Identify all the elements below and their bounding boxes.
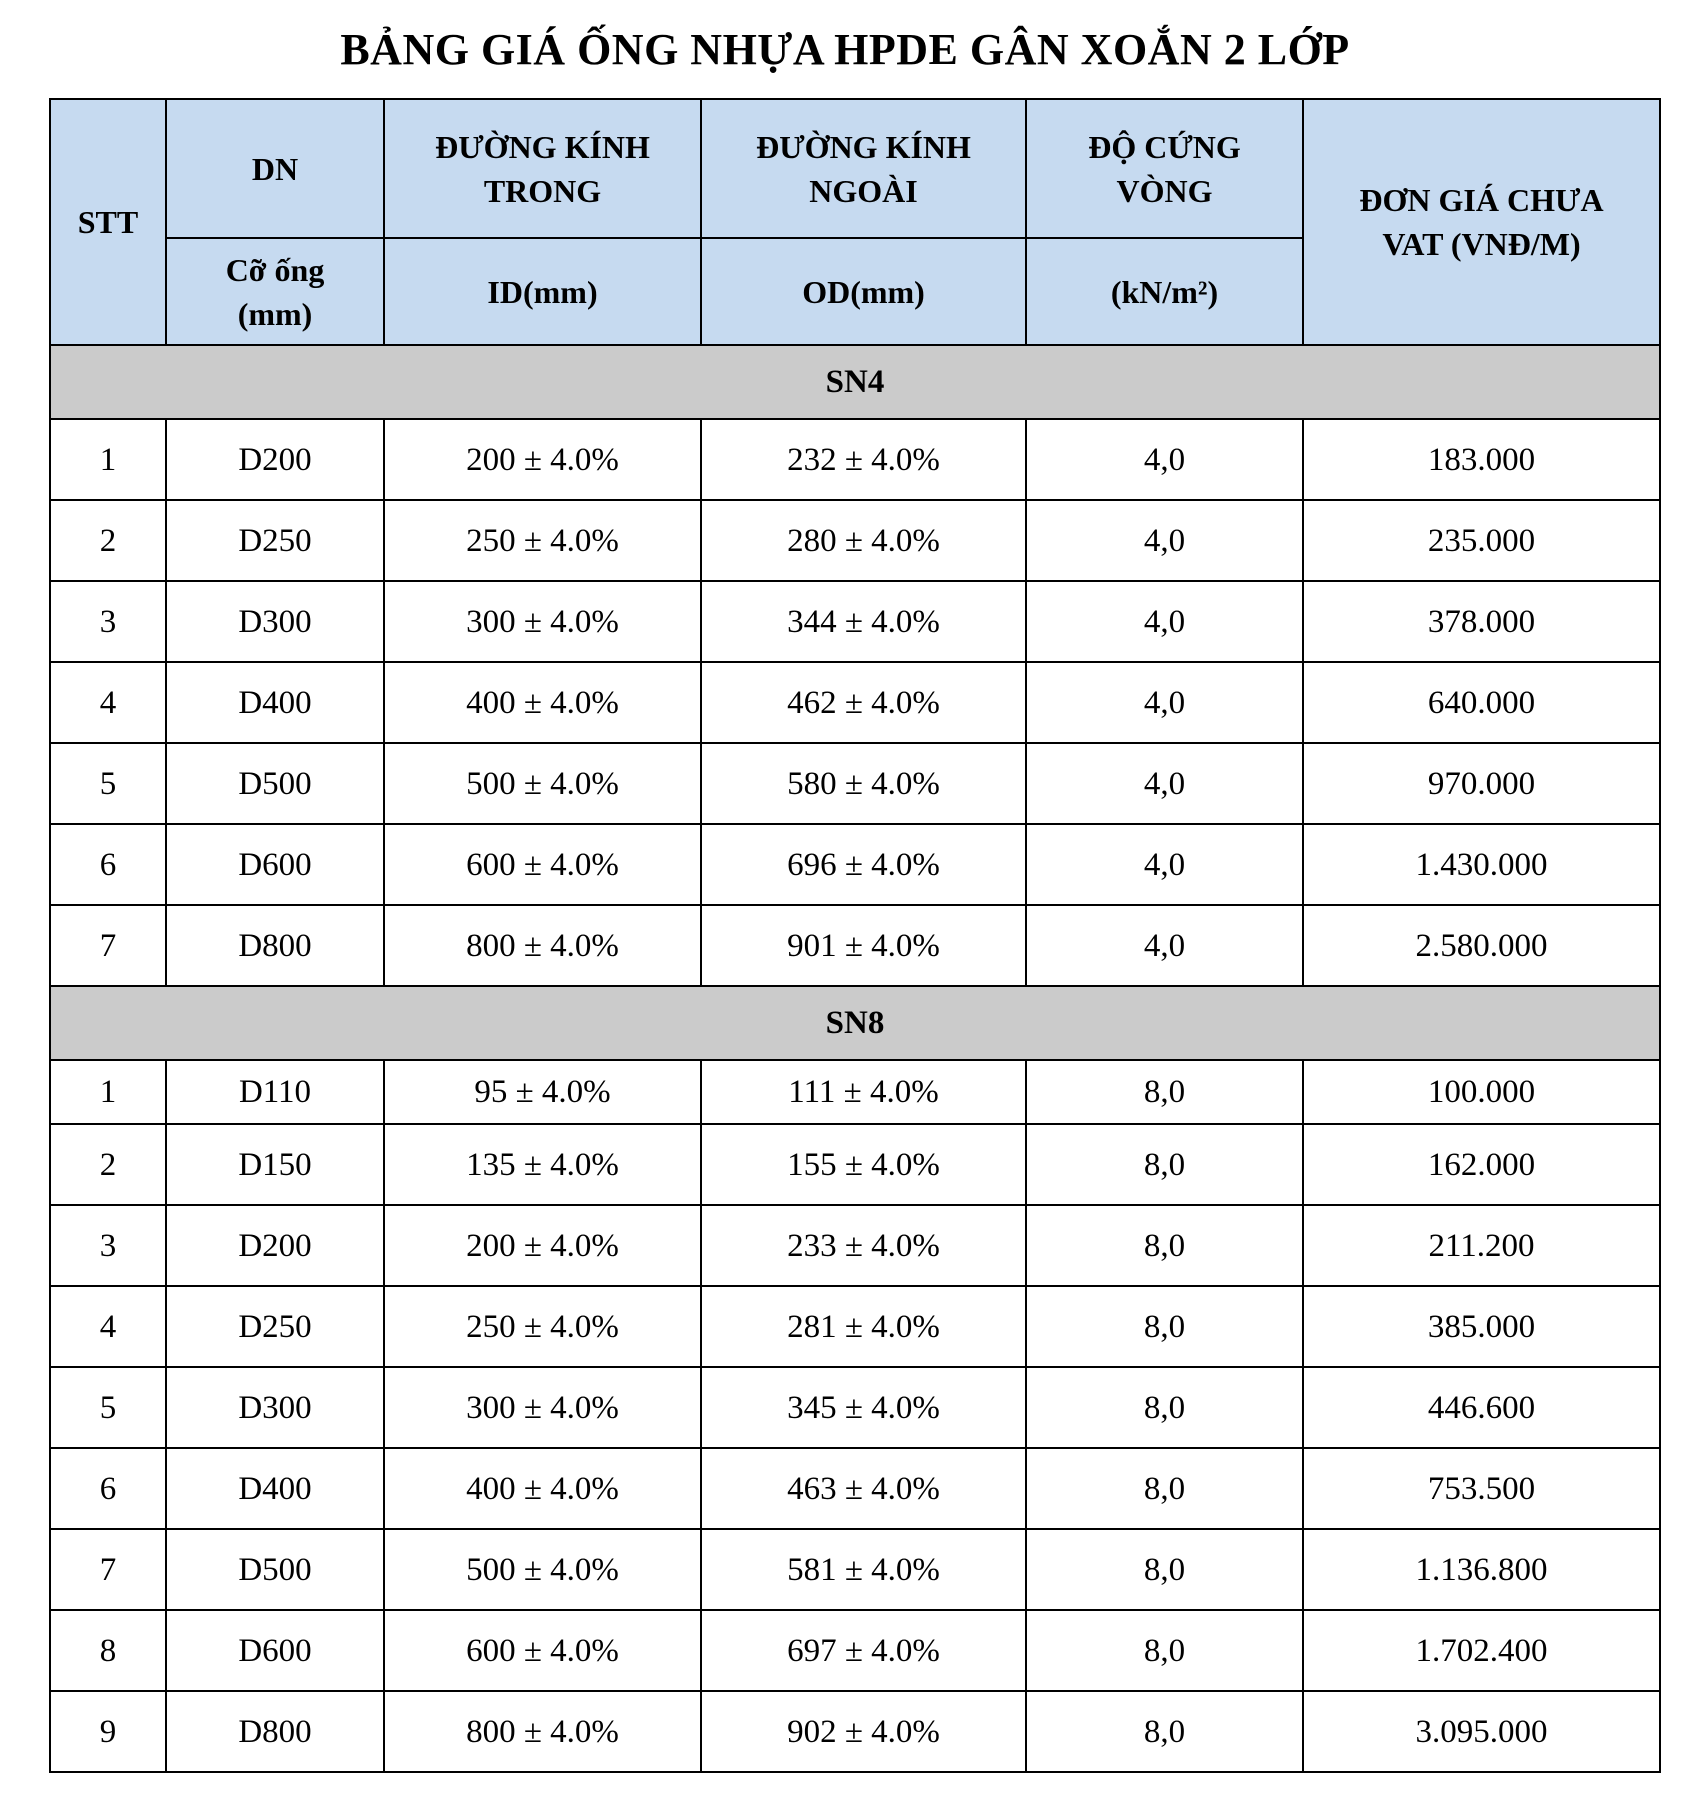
cell-dn: D600	[166, 1610, 384, 1691]
cell-price: 183.000	[1303, 419, 1660, 500]
cell-stiffness: 4,0	[1026, 743, 1303, 824]
cell-outer-diameter: 697 ± 4.0%	[701, 1610, 1026, 1691]
cell-dn: D200	[166, 419, 384, 500]
cell-inner-diameter: 200 ± 4.0%	[384, 1205, 701, 1286]
cell-dn: D500	[166, 1529, 384, 1610]
header-dn-sub-line2: (mm)	[237, 295, 313, 332]
header-outer-diameter	[701, 99, 1026, 238]
cell-price: 446.600	[1303, 1367, 1660, 1448]
cell-inner-diameter: 300 ± 4.0%	[384, 581, 701, 662]
cell-stiffness: 4,0	[1026, 662, 1303, 743]
table-row	[50, 743, 1660, 824]
header-inner-diameter	[384, 99, 701, 238]
cell-stt: 7	[50, 905, 166, 986]
cell-price: 753.500	[1303, 1448, 1660, 1529]
price-table	[49, 98, 1661, 1773]
cell-stt: 6	[50, 1448, 166, 1529]
cell-outer-diameter: 232 ± 4.0%	[701, 419, 1026, 500]
table-row	[50, 581, 1660, 662]
cell-outer-diameter: 345 ± 4.0%	[701, 1367, 1026, 1448]
cell-inner-diameter: 500 ± 4.0%	[384, 743, 701, 824]
header-dn-sub	[166, 238, 384, 345]
table-row	[50, 419, 1660, 500]
table-header	[50, 99, 1660, 345]
header-dn: DN	[166, 99, 384, 238]
cell-stiffness: 4,0	[1026, 824, 1303, 905]
cell-price: 378.000	[1303, 581, 1660, 662]
cell-stiffness: 8,0	[1026, 1060, 1303, 1124]
cell-inner-diameter: 600 ± 4.0%	[384, 1610, 701, 1691]
cell-inner-diameter: 300 ± 4.0%	[384, 1367, 701, 1448]
cell-outer-diameter: 463 ± 4.0%	[701, 1448, 1026, 1529]
cell-inner-diameter: 400 ± 4.0%	[384, 1448, 701, 1529]
group-label: SN4	[50, 345, 1660, 419]
cell-outer-diameter: 233 ± 4.0%	[701, 1205, 1026, 1286]
cell-outer-diameter: 155 ± 4.0%	[701, 1124, 1026, 1205]
cell-stt: 4	[50, 1286, 166, 1367]
cell-inner-diameter: 95 ± 4.0%	[384, 1060, 701, 1124]
cell-stiffness: 8,0	[1026, 1367, 1303, 1448]
cell-dn: D300	[166, 1367, 384, 1448]
cell-price: 970.000	[1303, 743, 1660, 824]
table-body	[50, 345, 1660, 1772]
cell-inner-diameter: 800 ± 4.0%	[384, 905, 701, 986]
cell-stt: 8	[50, 1610, 166, 1691]
header-dn-sub-line1: Cỡ ống	[225, 251, 325, 288]
header-price-line2: VAT (VNĐ/M)	[1382, 226, 1581, 262]
cell-dn: D110	[166, 1060, 384, 1124]
cell-stt: 3	[50, 581, 166, 662]
cell-price: 1.136.800	[1303, 1529, 1660, 1610]
cell-stt: 5	[50, 1367, 166, 1448]
group-label: SN8	[50, 986, 1660, 1060]
table-row	[50, 662, 1660, 743]
cell-dn: D250	[166, 1286, 384, 1367]
cell-inner-diameter: 600 ± 4.0%	[384, 824, 701, 905]
header-stiff-line1: ĐỘ CỨNG	[1088, 128, 1241, 165]
header-inner-line2: TRONG	[483, 172, 602, 209]
table-row	[50, 905, 1660, 986]
cell-inner-diameter: 500 ± 4.0%	[384, 1529, 701, 1610]
cell-outer-diameter: 901 ± 4.0%	[701, 905, 1026, 986]
cell-price: 1.430.000	[1303, 824, 1660, 905]
cell-outer-diameter: 902 ± 4.0%	[701, 1691, 1026, 1772]
cell-price: 385.000	[1303, 1286, 1660, 1367]
cell-inner-diameter: 200 ± 4.0%	[384, 419, 701, 500]
cell-dn: D250	[166, 500, 384, 581]
cell-stiffness: 8,0	[1026, 1286, 1303, 1367]
cell-stt: 1	[50, 419, 166, 500]
header-outer-line2: NGOÀI	[809, 172, 918, 209]
table-row	[50, 1124, 1660, 1205]
cell-price: 2.580.000	[1303, 905, 1660, 986]
header-outer-line1: ĐƯỜNG KÍNH	[756, 128, 971, 165]
cell-price: 211.200	[1303, 1205, 1660, 1286]
header-stiff-line2: VÒNG	[1116, 172, 1213, 209]
cell-dn: D150	[166, 1124, 384, 1205]
cell-dn: D500	[166, 743, 384, 824]
cell-price: 3.095.000	[1303, 1691, 1660, 1772]
cell-stiffness: 4,0	[1026, 419, 1303, 500]
cell-stiffness: 4,0	[1026, 581, 1303, 662]
cell-price: 235.000	[1303, 500, 1660, 581]
header-stt: STT	[50, 99, 166, 345]
cell-stt: 2	[50, 1124, 166, 1205]
cell-stt: 2	[50, 500, 166, 581]
header-price-line1: ĐƠN GIÁ CHƯA	[1359, 182, 1604, 218]
cell-inner-diameter: 135 ± 4.0%	[384, 1124, 701, 1205]
cell-inner-diameter: 800 ± 4.0%	[384, 1691, 701, 1772]
cell-price: 1.702.400	[1303, 1610, 1660, 1691]
cell-outer-diameter: 462 ± 4.0%	[701, 662, 1026, 743]
cell-dn: D200	[166, 1205, 384, 1286]
header-inner-sub: ID(mm)	[384, 238, 701, 345]
table-row	[50, 1367, 1660, 1448]
table-row	[50, 1691, 1660, 1772]
cell-price: 100.000	[1303, 1060, 1660, 1124]
cell-dn: D300	[166, 581, 384, 662]
cell-dn: D800	[166, 905, 384, 986]
cell-dn: D400	[166, 1448, 384, 1529]
group-row	[50, 345, 1660, 419]
cell-price: 640.000	[1303, 662, 1660, 743]
cell-outer-diameter: 280 ± 4.0%	[701, 500, 1026, 581]
page-title: BẢNG GIÁ ỐNG NHỰA HPDE GÂN XOẮN 2 LỚP	[340, 25, 1350, 74]
header-price	[1303, 99, 1660, 345]
table-row	[50, 1448, 1660, 1529]
table-row	[50, 1060, 1660, 1124]
cell-stiffness: 8,0	[1026, 1691, 1303, 1772]
cell-stiffness: 4,0	[1026, 500, 1303, 581]
cell-outer-diameter: 111 ± 4.0%	[701, 1060, 1026, 1124]
cell-inner-diameter: 250 ± 4.0%	[384, 1286, 701, 1367]
cell-outer-diameter: 696 ± 4.0%	[701, 824, 1026, 905]
table-row	[50, 1529, 1660, 1610]
cell-stiffness: 8,0	[1026, 1610, 1303, 1691]
cell-stiffness: 8,0	[1026, 1448, 1303, 1529]
cell-stiffness: 8,0	[1026, 1124, 1303, 1205]
cell-dn: D400	[166, 662, 384, 743]
cell-stt: 6	[50, 824, 166, 905]
cell-stiffness: 8,0	[1026, 1529, 1303, 1610]
cell-stt: 9	[50, 1691, 166, 1772]
table-row	[50, 1205, 1660, 1286]
cell-outer-diameter: 580 ± 4.0%	[701, 743, 1026, 824]
cell-stt: 3	[50, 1205, 166, 1286]
cell-stt: 7	[50, 1529, 166, 1610]
cell-dn: D600	[166, 824, 384, 905]
table-row	[50, 1610, 1660, 1691]
cell-dn: D800	[166, 1691, 384, 1772]
group-row	[50, 986, 1660, 1060]
cell-inner-diameter: 250 ± 4.0%	[384, 500, 701, 581]
cell-stiffness: 8,0	[1026, 1205, 1303, 1286]
header-stiff-sub: (kN/m²)	[1026, 238, 1303, 345]
cell-stt: 5	[50, 743, 166, 824]
cell-outer-diameter: 581 ± 4.0%	[701, 1529, 1026, 1610]
table-row	[50, 500, 1660, 581]
cell-stt: 4	[50, 662, 166, 743]
header-outer-sub: OD(mm)	[701, 238, 1026, 345]
table-row	[50, 1286, 1660, 1367]
header-ring-stiffness	[1026, 99, 1303, 238]
cell-price: 162.000	[1303, 1124, 1660, 1205]
cell-outer-diameter: 344 ± 4.0%	[701, 581, 1026, 662]
cell-outer-diameter: 281 ± 4.0%	[701, 1286, 1026, 1367]
header-inner-line1: ĐƯỜNG KÍNH	[435, 128, 650, 165]
cell-stt: 1	[50, 1060, 166, 1124]
cell-inner-diameter: 400 ± 4.0%	[384, 662, 701, 743]
cell-stiffness: 4,0	[1026, 905, 1303, 986]
table-row	[50, 824, 1660, 905]
